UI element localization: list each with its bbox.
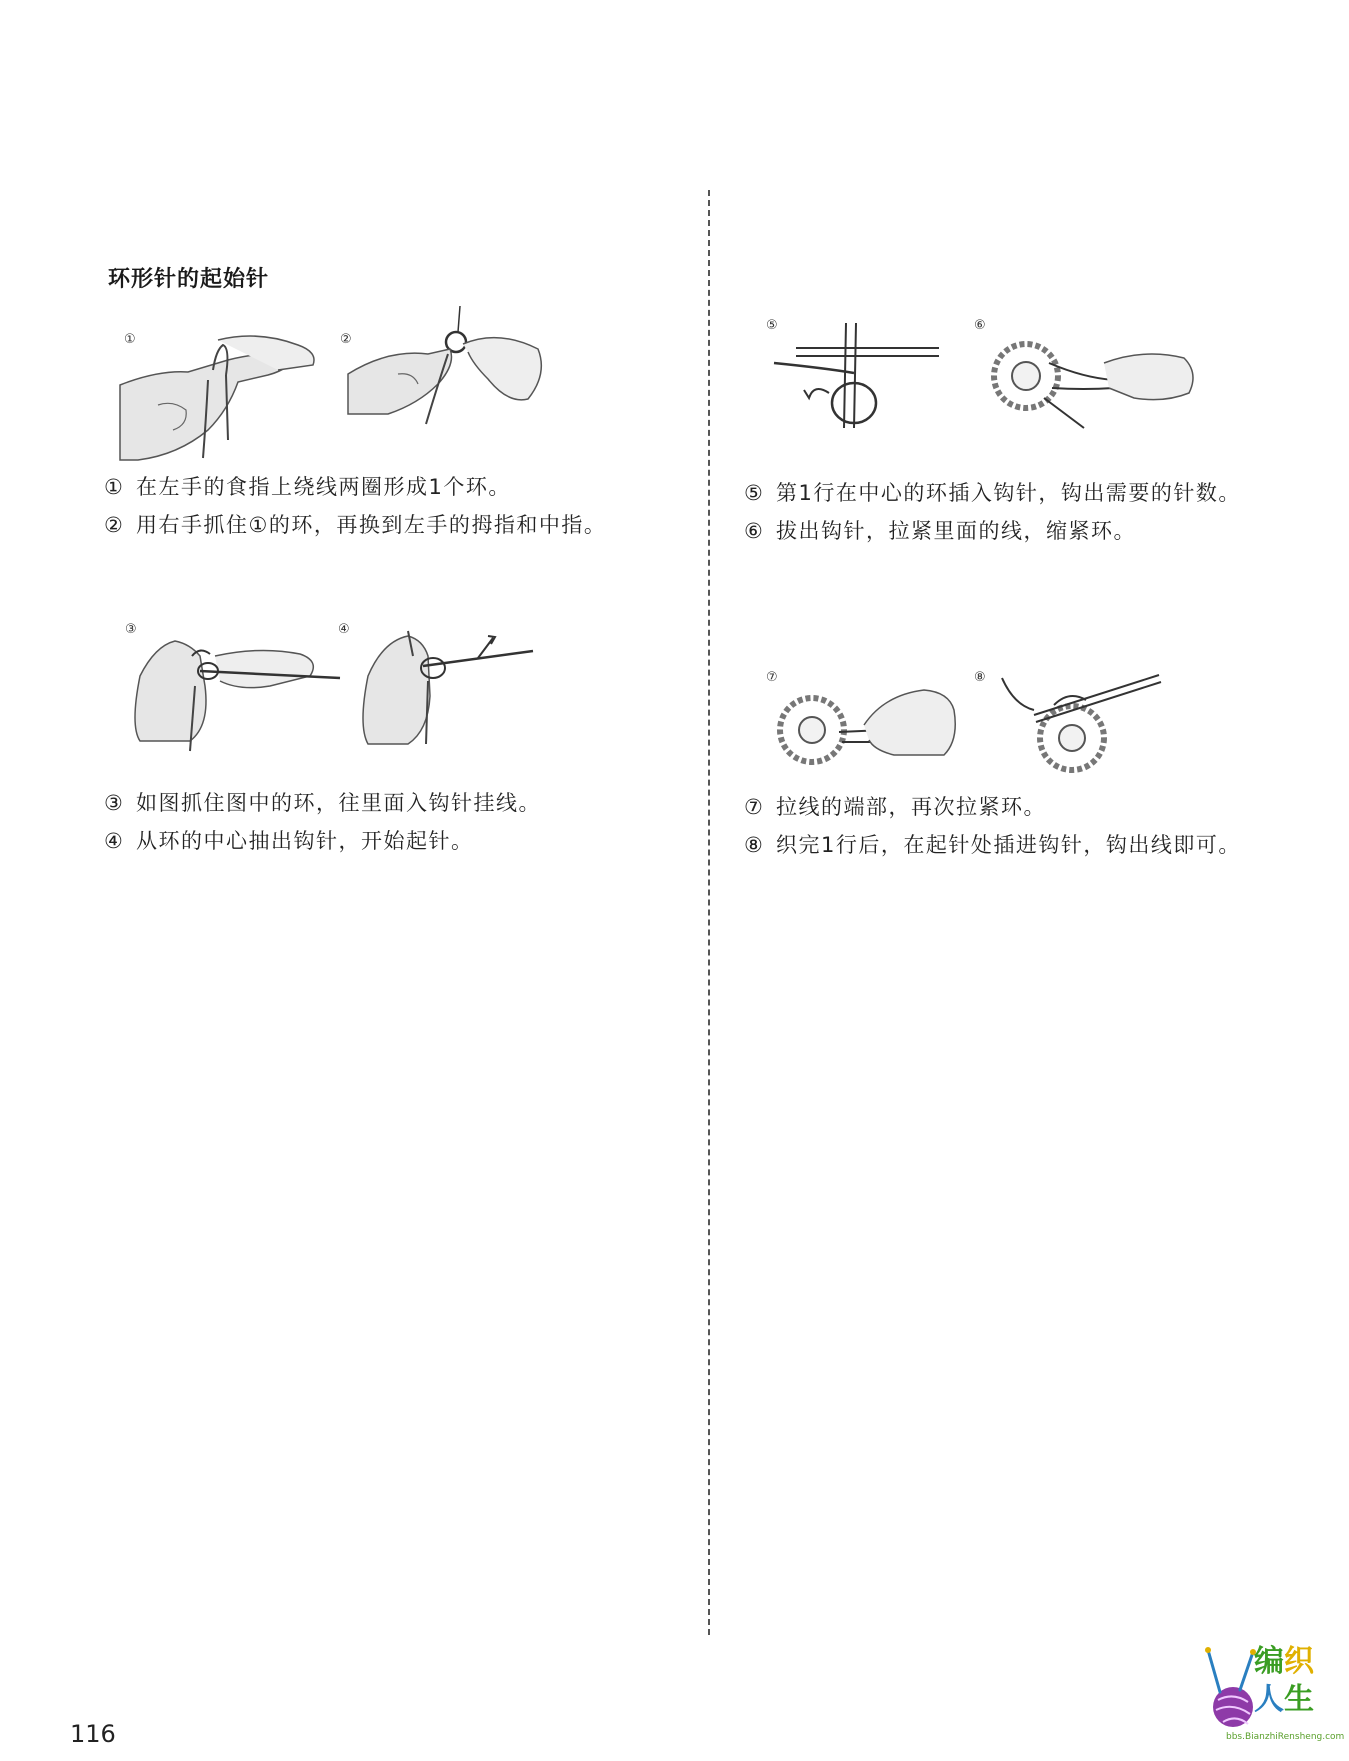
caption-step-8: ⑧ 织完1行后，在起针处插进钩针，钩出线即可。	[744, 833, 1241, 857]
figure-8-number: ⑧	[974, 670, 986, 685]
captions-left-top	[104, 468, 606, 544]
section-title: 环形针的起始针	[108, 267, 270, 292]
figure-2-illustration	[338, 304, 558, 444]
logo-text-top: 编织	[1254, 1644, 1314, 1679]
figure-5-illustration	[764, 318, 964, 438]
caption-step-5: ⑤ 第1行在中心的环插入钩针，钩出需要的针数。	[744, 481, 1241, 505]
logo-text-bottom: 人生	[1254, 1682, 1314, 1717]
caption-step-4: ④ 从环的中心抽出钩针，开始起针。	[104, 829, 474, 853]
figure-7-illustration	[764, 670, 974, 790]
figure-3	[120, 616, 350, 756]
figure-8	[974, 670, 1174, 790]
captions-right-top	[744, 474, 1241, 550]
figure-6	[974, 318, 1214, 438]
caption-step-7: ⑦ 拉线的端部，再次拉紧环。	[744, 795, 1046, 819]
figure-3-number: ③	[125, 622, 137, 637]
caption-step-2: ② 用右手抓住①的环，再换到左手的拇指和中指。	[104, 513, 607, 537]
figure-6-number: ⑥	[974, 318, 986, 333]
caption-step-6: ⑥ 拔出钩针，拉紧里面的线，缩紧环。	[744, 519, 1136, 543]
figure-1-illustration	[118, 330, 328, 465]
figure-1-number: ①	[124, 332, 136, 347]
figure-8-illustration	[974, 670, 1174, 790]
figure-3-illustration	[120, 616, 350, 756]
page-number: 116	[70, 1720, 116, 1748]
site-logo	[1198, 1632, 1345, 1752]
captions-right-bottom	[744, 788, 1241, 864]
figure-2	[338, 304, 558, 444]
figure-4-illustration	[338, 616, 538, 756]
figure-7-number: ⑦	[766, 670, 778, 685]
column-divider	[708, 190, 710, 1635]
caption-step-1: ① 在左手的食指上绕线两圈形成1个环。	[104, 475, 511, 499]
figure-4-number: ④	[338, 622, 350, 637]
logo-url[interactable]: bbs.BianzhiRensheng.com	[1226, 1732, 1345, 1742]
figure-6-illustration	[974, 318, 1214, 438]
caption-step-3: ③ 如图抓住图中的环，往里面入钩针挂线。	[104, 791, 541, 815]
figure-2-number: ②	[340, 332, 352, 347]
figure-5-number: ⑤	[766, 318, 778, 333]
figure-1	[118, 330, 328, 465]
figure-4	[338, 616, 538, 756]
figure-5	[764, 318, 964, 438]
figure-7	[764, 670, 974, 790]
captions-left-bottom	[104, 784, 541, 860]
